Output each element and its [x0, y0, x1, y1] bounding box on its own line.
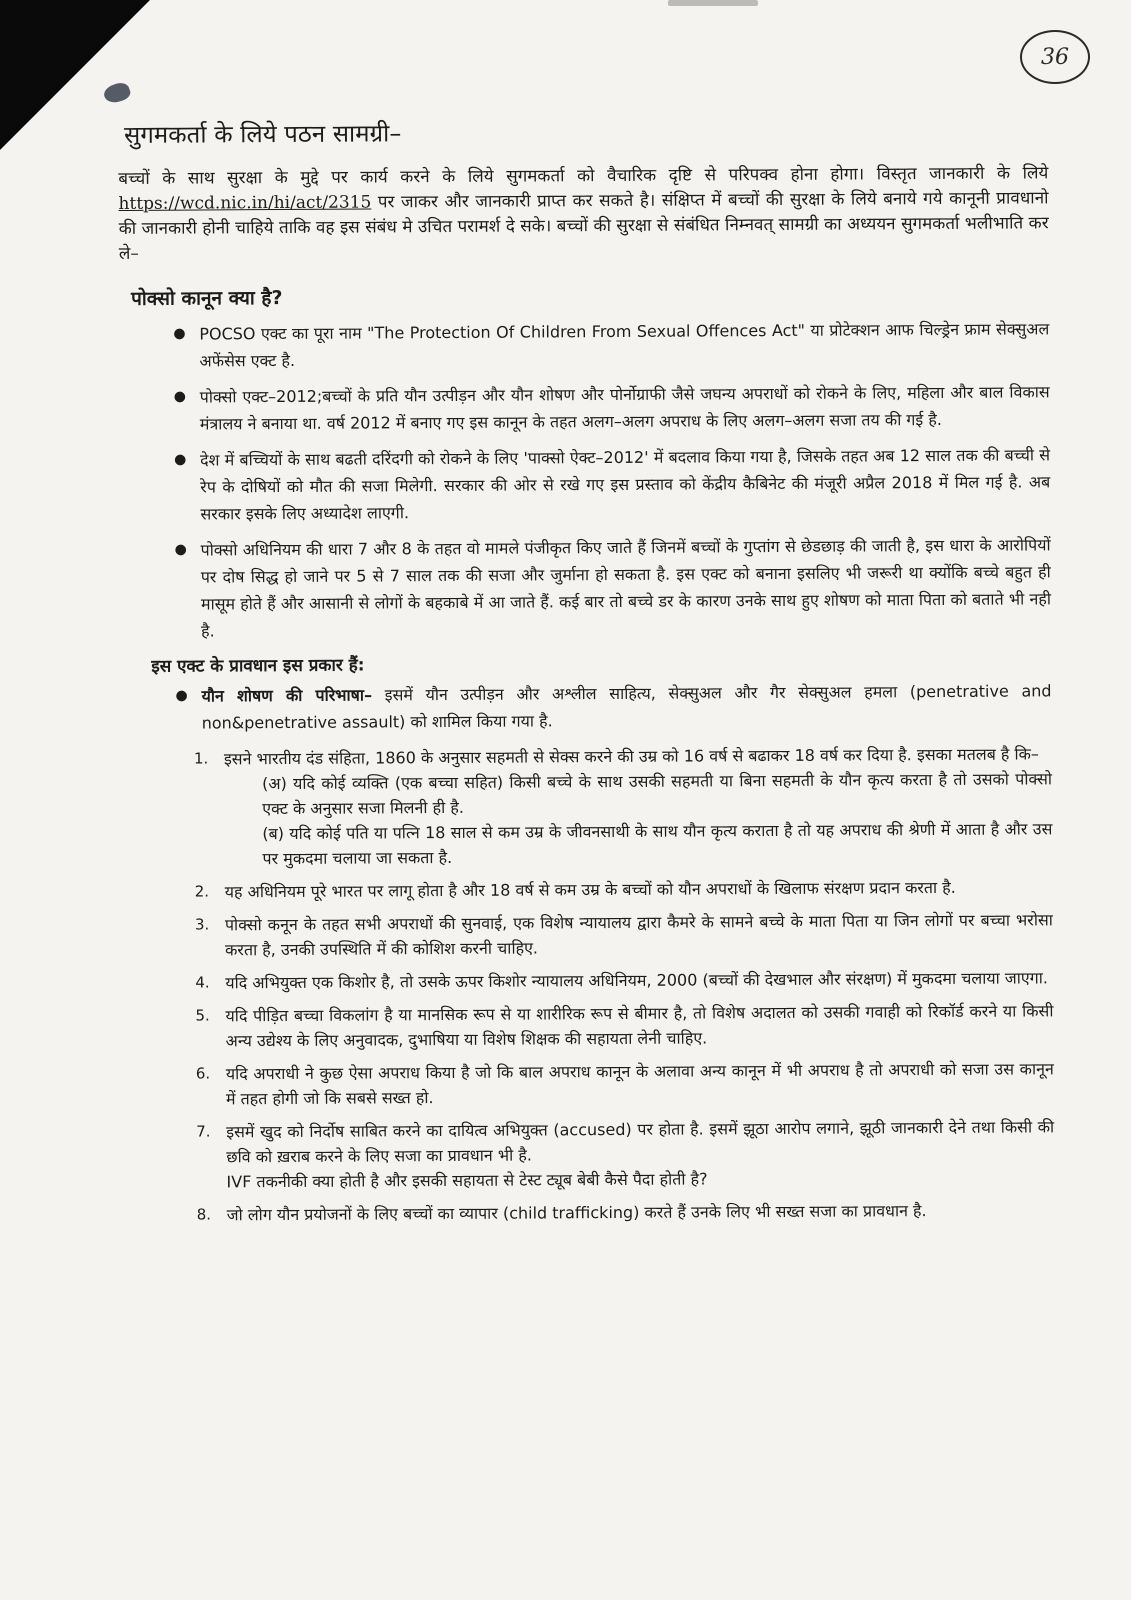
numbered-item — [196, 1056, 1054, 1111]
item-number: 7. — [196, 1122, 211, 1141]
item-text: जो लोग यौन प्रयोजनों के लिए बच्चों का व्यापार (child trafficking) करते हैं उनके लिए भी सख्त सजा का प्रावधान है. — [226, 1201, 927, 1225]
item-number: 2. — [194, 882, 210, 901]
ivf-note: IVF तकनीकी क्या होती है और इसकी सहायता से टेस्ट ट्यूब बेबी कैसे पैदा होती है? — [226, 1169, 708, 1192]
intro-paragraph — [118, 161, 1049, 267]
numbered-item — [197, 1197, 1055, 1227]
provisions-bullet-list — [121, 677, 1051, 737]
item-number: 4. — [195, 973, 210, 992]
item-number: 8. — [196, 1205, 212, 1224]
bullet-item: ● पोक्सो अधिनियम की धारा 7 और 8 के तहत वो मामले पंजीकृत किए जाते हैं जिनमें बच्चों के गुप्तांग से छेडछाड़ की जाती है, इस धारा के आरोपियों पर दोष सिद्ध हो जाने पर 5 से 7 साल तक की सजा और जुर्माना हो सकता है. इस एक्ट को बनाना इसलिए भी जरूरी था क्योंकि बच्चे बहुत ही मासूम होते हैं और आसानी से लोगों के बहकाबे में आ जाते हैं. कई बार तो बच्चे डर के कारण उनके साथ हुए शोषण को माता पिता को बताते भी नही है. — [175, 531, 1052, 644]
bullet-item: ● POCSO एक्ट का पूरा नाम "The Protection Of Children From Sexual Offences Act" या प्रोटेक्शन आफ चिल्ड्रेन फ्राम सेक्सुअल अफेंसेस एक्ट है. — [173, 315, 1049, 374]
numbered-item — [195, 998, 1053, 1053]
intro-text-2: पर जाकर और जानकारी प्राप्त कर सकते है। संक्षिप्त में बच्चों की सुरक्षा के लिये बनाये गये कानूनी प्रावधानो की जानकारी होनी चाहिये ताकि वह इस संबंध मे उचित परामर्श दे सके। बच्चों की सुरक्षा से संबंधित निम्नवत् सामग्री का अध्ययन सुगमकर्ता भलीभाति कर ले– — [118, 188, 1049, 264]
numbered-item — [196, 1114, 1054, 1194]
top-edge-mark — [668, 0, 758, 6]
pocso-bullet-list — [119, 315, 1051, 645]
item-text: यदि अभियुक्त एक किशोर है, तो उसके ऊपर किशोर न्यायालय अधिनियम, 2000 (बच्चों की देखभाल और संरक्षण) में मुकदमा चलाया जाएगा. — [225, 968, 1049, 993]
numbered-item — [195, 965, 1053, 995]
sub-item-a: (अ) यदि कोई व्यक्ति (एक बच्चा सहित) किसी बच्चे के साथ उसकी सहमती या बिना सहमती के यौन कृत्य करता है तो उसको पोक्सो एक्ट के अनुसार सजा मिलनी ही है. — [262, 769, 1053, 819]
numbered-item — [195, 874, 1053, 904]
item-number: 6. — [195, 1064, 211, 1083]
item-text: इसमें खुद को निर्दोष साबित करने का दायित्व अभियुक्त (accused) पर होता है. इसमें झूठा आरोप लगाने, झूठी जानकारी देने तथा किसी की छवि को ख़राब करने के लिए सजा का प्रावधान भी है. — [226, 1117, 1055, 1167]
reference-link[interactable]: https://wcd.nic.in/hi/act/2315 — [118, 192, 372, 214]
definition-lead: यौन शोषण की परिभाषा– — [201, 685, 373, 706]
item-number: 5. — [195, 1006, 210, 1025]
document-body — [118, 112, 1055, 1236]
item-number: 3. — [194, 915, 210, 934]
item-text: इसने भारतीय दंड संहिता, 1860 के अनुसार सहमती से सेक्स करने की उम्र को 16 वर्ष से बढाकर 18 वर्ष कर दिया है. इसका मतलब है कि– — [223, 744, 1039, 769]
item-text: यह अधिनियम पूरे भारत पर लागू होता है और 18 वर्ष से कम उम्र के बच्चों को यौन अपराधों के खिलाफ संरक्षण प्रदान करता है. — [224, 877, 956, 902]
page-title: सुगमकर्ता के लिये पठन सामग्री– — [124, 119, 402, 149]
numbered-item — [195, 907, 1053, 962]
definition-item — [175, 677, 1051, 736]
numbered-item — [194, 741, 1053, 871]
bullet-item: ● देश में बच्चियों के साथ बढती दरिंदगी को रोकने के लिए 'पाक्सो ऐक्ट–2012' में बदलाव किया गया है, जिसके तहत अब 12 साल तक की बच्ची से रेप के दोषियों को मौत की सजा मिलेगी. सरकार की ओर से रखे गए इस प्रस्ताव को केंद्रीय कैबिनेट की मंजूरी अप्रैल 2018 में मिल गई है. अब सरकार इसके लिए अध्यादेश लाएगी. — [174, 441, 1050, 527]
intro-text-1: बच्चों के साथ सुरक्षा के मुद्दे पर कार्य करने के लिये सुगमकर्ता को वैचारिक दृष्टि से परिपक्व होना होगा। विस्तृत जानकारी के लिये — [118, 163, 1049, 189]
item-text: यदि पीड़ित बच्चा विकलांग है या मानसिक रूप से या शारीरिक रूप से बीमार है, तो विशेष अदालत को उसकी गवाही को रिकॉर्ड करने या किसी अन्य उद्येश्य के लिए अनुवादक, दुभाषिया या विशेष शिक्षक की सहायता लेनी चाहिए. — [225, 1001, 1054, 1051]
sub-item-b: (ब) यदि कोई पति या पत्नि 18 साल से कम उम्र के जीवनसाथी के साथ यौन कृत्य कराता है तो यह अपराध की श्रेणी में आता है और उस पर मुकदमा चलाया जा सकता है. — [262, 819, 1053, 869]
bullet-item: ● पोक्सो एक्ट–2012;बच्चों के प्रति यौन उत्पीड़न और यौन शोषण और पोर्नोग्राफी जैसे जघन्य अपराधों को रोकने के लिए, महिला और बाल विकास मंत्रालय ने बनाया था. वर्ष 2012 में बनाए गए इस कानून के तहत अलग–अलग अपराध के लिए अलग–अलग सजा तय की गई है. — [174, 378, 1050, 437]
section-heading-provisions: इस एक्ट के प्रावधान इस प्रकार हैं: — [151, 655, 365, 677]
item-number: 1. — [193, 749, 209, 768]
item-text: पोक्सो कनून के तहत सभी अपराधों की सुनवाई, एक विशेष न्यायालय द्वारा कैमरे के सामने बच्चे के माता पिता या जिन लोगों पर बच्चा भरोसा करता है, उनकी उपस्थिति में की कोशिश करनी चाहिए. — [224, 910, 1053, 960]
item-text: यदि अपराधी ने कुछ ऐसा अपराध किया है जो कि बाल अपराध कानून के अलावा अन्य कानून में भी अपराध है तो अपराधी को सजा उस कानून में तहत होगी जो कि सबसे सख्त हो. — [225, 1059, 1054, 1109]
provisions-numbered-list — [122, 741, 1055, 1228]
page-number: 36 — [1020, 30, 1090, 84]
definition-text: इसमें यौन उत्पीड़न और अश्लील साहित्य, सेक्सुअल और गैर सेक्सुअल हमला (penetrative and non&penetrative assault) को शामिल किया गया है. — [201, 681, 1052, 733]
section-heading-pocso: पोक्सो कानून क्या है? — [131, 286, 283, 310]
